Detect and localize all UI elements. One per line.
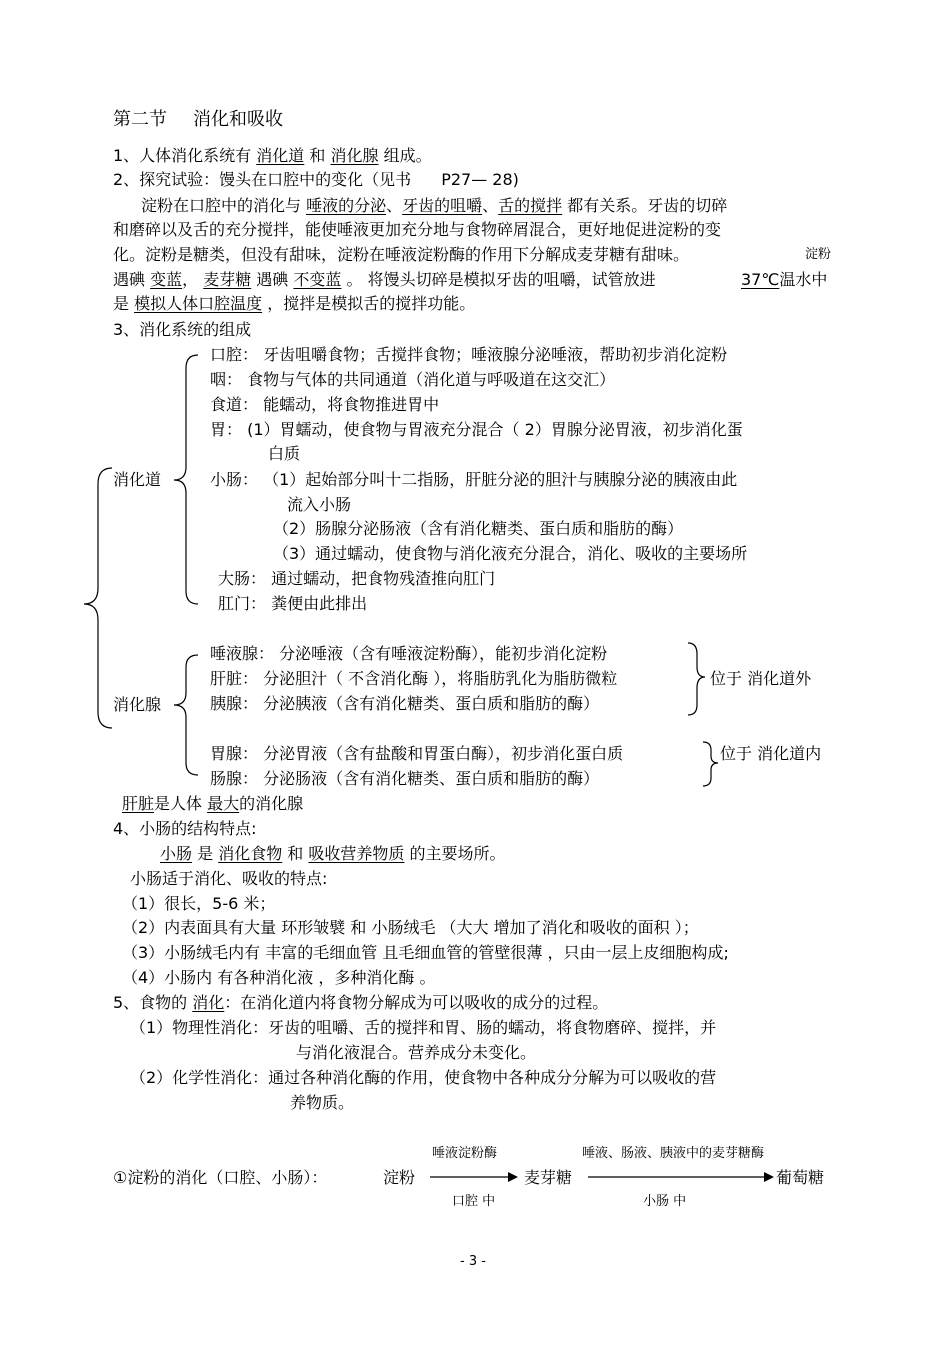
p2-l4-a: 遇碘: [113, 270, 151, 289]
tract-label: 消化道: [113, 470, 162, 489]
p1-text-b: 和: [304, 146, 331, 165]
p1-term-glands: 消化腺: [330, 146, 379, 165]
p2-l1-c: 、: [482, 196, 499, 215]
p5-line-2: 与消化液混合。营养成分未变化。: [296, 1043, 537, 1062]
p5-line-4: 养物质。: [290, 1093, 355, 1112]
gland-inner-note: 位于 消化道内: [720, 744, 822, 763]
location-2-label: 小肠 中: [643, 1194, 687, 1209]
p2-l4-d: 。 将馒头切碎是模拟牙齿的咀嚼，试管放进: [341, 270, 656, 289]
p2-term-not-blue: 不变蓝: [293, 270, 342, 289]
p2-term-blue: 变蓝: [150, 270, 183, 289]
p4-line-2: 小肠适于消化、吸收的特点:: [130, 869, 328, 888]
gland-salivary: 唾液腺： 分泌唾液（含有唾液淀粉酶），能初步消化淀粉: [210, 644, 608, 663]
p2-l1-b: 、: [386, 196, 403, 215]
tract-stomach: 胃： (1）胃蠕动，使食物与胃液充分混合（ 2）胃腺分泌胃液，初步消化蛋: [210, 420, 743, 439]
node-starch: 淀粉: [383, 1168, 416, 1187]
p5-b: ：在消化道内将食物分解成为可以吸收的成分的过程。: [224, 993, 609, 1012]
p4-l1-c: 的主要场所。: [404, 844, 506, 863]
liver-term: 肝脏: [122, 794, 155, 813]
tract-small-intestine-cont: 流入小肠: [287, 495, 352, 514]
p4-heading: 4、小肠的结构特点:: [113, 819, 257, 838]
p2-l4-c: 遇碘: [251, 270, 294, 289]
p5-line-1: （1）物理性消化：牙齿的咀嚼、舌的搅拌和胃、肠的蠕动，将食物磨碎、搅拌，并: [130, 1018, 717, 1037]
section-number: 第二节: [113, 109, 167, 130]
liver-statement: [122, 794, 303, 814]
p4-line-5: （3）小肠绒毛内有 丰富的毛细血管 且毛细血管的管壁很薄 ，只由一层上皮细胞构成;: [122, 943, 729, 962]
p4-line-3: （1）很长，5-6 米；: [122, 894, 276, 913]
gland-outer-note: 位于 消化道外: [710, 669, 812, 688]
starch-label: ①淀粉的消化（口腔、小肠）：: [113, 1168, 328, 1187]
p1-text-c: 组成。: [378, 146, 432, 165]
p2-term-teeth: 牙齿的咀嚼: [402, 196, 483, 215]
gland-gastric: 胃腺： 分泌胃液（含有盐酸和胃蛋白酶），初步消化蛋白质: [210, 744, 624, 763]
page-number: - 3 -: [460, 1254, 486, 1269]
p2-line-2: 和磨碎以及舌的充分搅拌，能使唾液更加充分地与食物碎屑混合，更好地促进淀粉的变: [113, 220, 722, 239]
tract-esophagus: 食道： 能蠕动，将食物推进胃中: [210, 395, 440, 414]
p4-term-small-intestine: 小肠: [160, 844, 193, 863]
p2-l1-a: 淀粉在口腔中的消化与: [141, 196, 307, 215]
p5-term-digestion: 消化: [192, 993, 225, 1012]
tract-brace: [174, 355, 198, 604]
p2-term-maltose: 麦芽糖: [203, 270, 252, 289]
location-1-label: 口腔 中: [452, 1194, 496, 1209]
arrow-1-head: [508, 1172, 518, 1182]
gland-liver: 肝脏： 分泌胆汁（ 不含消化酶 ），将脂肪乳化为脂肪微粒: [210, 669, 618, 688]
p2-l4-e: 温水中: [779, 270, 828, 289]
node-glucose: 葡萄糖: [776, 1168, 825, 1187]
p2-l4-b: ，: [182, 270, 204, 289]
glands-label: 消化腺: [113, 695, 162, 714]
tract-small-intestine: 小肠： （1）起始部分叫十二指肠，肝脏分泌的胆汁与胰腺分泌的胰液由此: [210, 470, 738, 489]
p4-line-1: [160, 844, 506, 864]
section-name: 消化和吸收: [193, 109, 283, 130]
p3-heading: 3、消化系统的组成: [113, 320, 252, 339]
p5-heading: [113, 993, 608, 1013]
gland-intestinal: 肠腺： 分泌肠液（含有消化糖类、蛋白质和脂肪的酶）: [210, 769, 600, 788]
gland-pancreas: 胰腺： 分泌胰液（含有消化糖类、蛋白质和脂肪的酶）: [210, 694, 600, 713]
p4-l1-a: 是: [192, 844, 219, 863]
liver-text-a: 是人体: [154, 794, 208, 813]
tract-small-intestine-2: （2）肠腺分泌肠液（含有消化糖类、蛋白质和脂肪的酶）: [273, 519, 684, 538]
p2-l5-b: ，搅拌是模拟舌的搅拌功能。: [262, 294, 476, 313]
enzyme-1-label: 唾液淀粉酶: [432, 1146, 498, 1161]
tract-anus: 肛门： 粪便由此排出: [218, 594, 368, 613]
p5-line-3: （2）化学性消化：通过各种消化酶的作用，使食物中各种成分分解为可以吸收的营: [130, 1068, 717, 1087]
tract-mouth: 口腔： 牙齿咀嚼食物；舌搅拌食物；唾液腺分泌唾液，帮助初步消化淀粉: [210, 345, 728, 364]
p4-term-absorb: 吸收营养物质: [308, 844, 405, 863]
p5-a: 5、食物的: [113, 993, 193, 1012]
p2-l5-a: 是: [113, 294, 135, 313]
p2-term-body-temp: 模拟人体口腔温度: [134, 294, 263, 313]
p4-line-6: （4）小肠内 有各种消化液 ，多种消化酶 。: [122, 968, 436, 987]
enzyme-2-label: 唾液、肠液、胰液中的麦芽糖酶: [582, 1146, 765, 1161]
p2-term-temp: 37℃: [741, 270, 780, 289]
p1-term-tract: 消化道: [256, 146, 305, 165]
outer-glands-brace: [688, 643, 705, 715]
p4-term-digest: 消化食物: [218, 844, 283, 863]
p2-text-a: 2、探究试验：馒头在口腔中的变化（见书: [113, 170, 412, 189]
liver-text-b: 的消化腺: [239, 794, 304, 813]
tract-large-intestine: 大肠： 通过蠕动，把食物残渣推向肛门: [218, 569, 496, 588]
outer-brace: [84, 468, 112, 728]
p2-term-saliva: 唾液的分泌: [306, 196, 387, 215]
node-maltose: 麦芽糖: [524, 1168, 573, 1187]
p2-term-tongue: 舌的搅拌: [498, 196, 563, 215]
tract-small-intestine-3: （3）通过蠕动，使食物与消化液充分混合，消化、吸收的主要场所: [273, 544, 748, 563]
p4-line-4: （2）内表面具有大量 环形皱襞 和 小肠绒毛 （大大 增加了消化和吸收的面积 ）；: [122, 918, 699, 937]
largest-term: 最大: [207, 794, 240, 813]
tract-pharynx: 咽： 食物与气体的共同通道（消化道与呼吸道在这交汇）: [210, 370, 616, 389]
tract-stomach-cont: 白质: [268, 444, 301, 463]
p1-text-a: 1、人体消化系统有: [113, 146, 257, 165]
arrow-2-head: [764, 1172, 774, 1182]
inner-glands-brace: [703, 742, 718, 786]
p2-line-3: 化。淀粉是糖类，但没有甜味，淀粉在唾液淀粉酶的作用下分解成麦芽糖有甜味。: [113, 245, 690, 264]
p4-l1-b: 和: [282, 844, 309, 863]
p2-ref: P27— 28): [441, 170, 519, 189]
glands-brace: [174, 655, 198, 775]
p2-line-3-note: 淀粉: [805, 247, 832, 262]
p2-l1-d: 都有关系。牙齿的切碎: [562, 196, 728, 215]
